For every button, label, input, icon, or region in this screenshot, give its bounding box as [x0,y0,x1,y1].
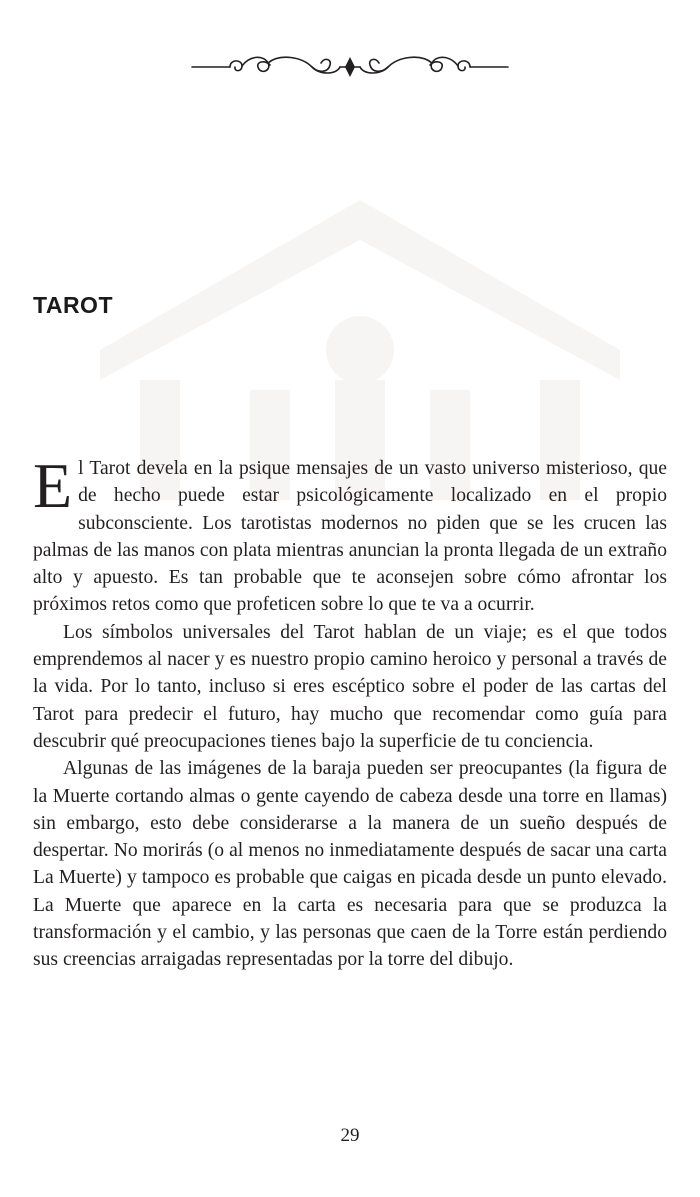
temple-watermark-icon [80,180,640,500]
paragraph-1 [33,450,667,619]
paragraph-2: Los símbolos universales del Tarot hablan de un viaje; es el que todos emprendemos al nacer y es nuestro propio camino heroico y personal a través de la vida. Por lo tanto, incluso si eres escéptico sobre el poder de las cartas del Tarot para predecir el futuro, hay mucho que recomendar como guía para descubrir qué preocupaciones tienes bajo la superficie de tu conciencia. [33,621,667,752]
paragraph-3: Algunas de las imágenes de la baraja pueden ser preocupantes (la figura de la Muerte cortando almas o gente cayendo de cabeza desde una torre en llamas) sin embargo, esto debe considerarse a la manera de un sueño después de despertar. No morirás (o al menos no inmediatamente después de sacar una carta La Muerte) y tampoco es probable que caigas en picada desde un punto elevado. La Muerte que aparece en la carta es necesaria para que se produzca la transformación y el cambio, y las personas que caen de la Torre están perdiendo sus creencias arraigadas representadas por la torre del dibujo. [33,758,667,971]
scroll-flourish-icon [190,45,510,85]
body-text [33,450,667,974]
paragraph-1-text: l Tarot devela en la psique mensajes de un vasto universo misterioso, que de hecho puede estar psicológicamente localizado en el propio subconsciente. Los tarotistas modernos no piden que se les crucen las palmas de las manos con plata mientras anuncian la pronta llegada de un extraño alto y apuesto. Es tan probable que te aconsejen sobre cómo afrontar los próximos retos como que profeticen sobre lo que te va a ocurrir. [33,458,667,616]
page-number: 29 [340,1125,360,1146]
drop-cap: E [33,450,73,521]
chapter-title: TAROT [33,292,114,318]
